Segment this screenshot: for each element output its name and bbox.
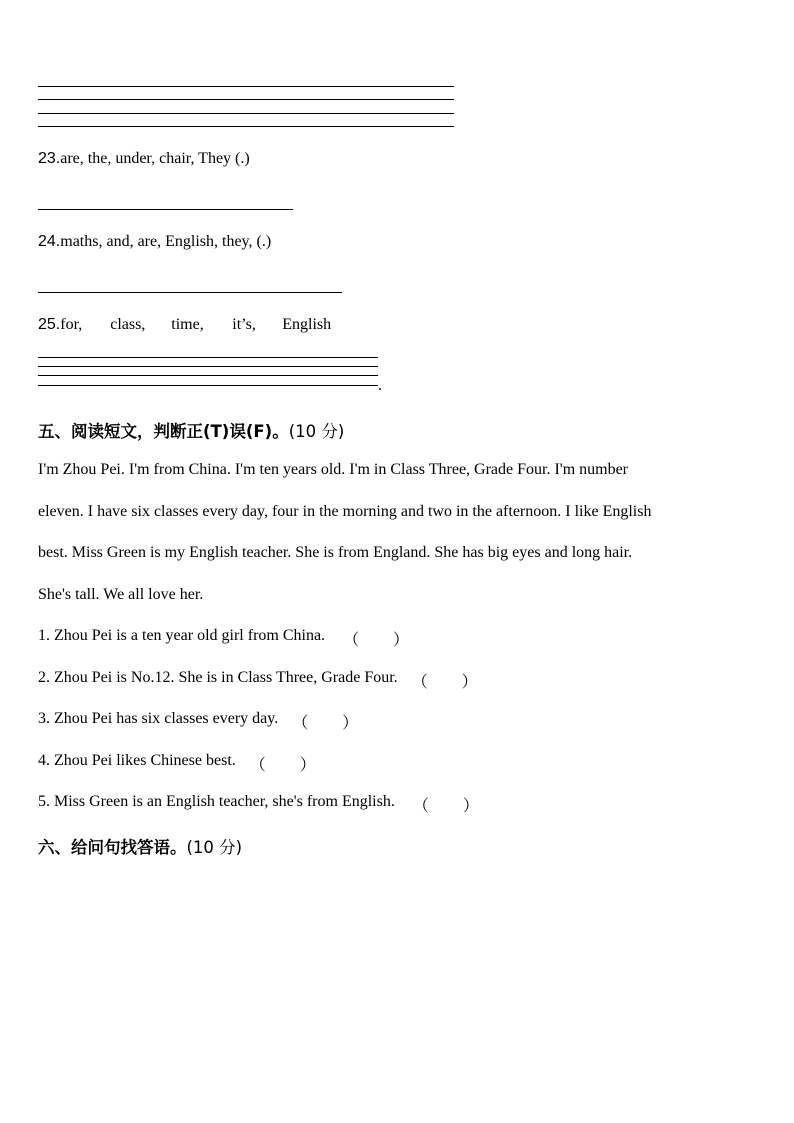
question-24 xyxy=(38,233,271,251)
section-title: 五、阅读短文，判断正(T)误(F)。 xyxy=(38,422,289,441)
word: English xyxy=(282,316,332,333)
answer-line xyxy=(38,86,454,87)
line-end-period: . xyxy=(378,377,382,394)
answer-line xyxy=(38,126,454,127)
passage-line: I'm Zhou Pei. I'm from China. I'm ten years old. I'm in Class Three, Grade Four. I'm number xyxy=(38,461,629,478)
question-text: are, the, under, chair, They (.) xyxy=(60,150,250,167)
tf-item xyxy=(38,793,479,815)
question-25 xyxy=(38,316,331,334)
tf-item xyxy=(38,627,410,649)
question-text: maths, and, are, English, they, (.) xyxy=(60,233,272,250)
tf-item xyxy=(38,710,359,732)
word: for, xyxy=(60,316,83,333)
answer-line[interactable] xyxy=(38,385,378,386)
question-number: 23. xyxy=(38,150,61,167)
word: time, xyxy=(171,316,204,333)
answer-line xyxy=(38,99,454,100)
tf-item-text: 3. Zhou Pei has six classes every day. xyxy=(38,710,279,727)
tf-item-text: 4. Zhou Pei likes Chinese best. xyxy=(38,752,236,769)
section-6-heading xyxy=(38,834,242,858)
answer-blank[interactable]: （ ） xyxy=(412,798,479,815)
answer-line[interactable] xyxy=(38,357,378,358)
tf-item xyxy=(38,752,316,774)
passage-line: She's tall. We all love her. xyxy=(38,586,204,603)
answer-line xyxy=(38,113,454,114)
answer-line[interactable] xyxy=(38,375,378,376)
answer-blank[interactable]: （ ） xyxy=(292,715,359,732)
question-number: 24. xyxy=(38,233,61,250)
question-number: 25. xyxy=(38,316,61,333)
section-5-heading xyxy=(38,418,344,442)
tf-item-text: 1. Zhou Pei is a ten year old girl from China. xyxy=(38,627,326,644)
passage-line: eleven. I have six classes every day, four in the morning and two in the afternoon. I like English xyxy=(38,503,652,520)
answer-blank[interactable]: （ ） xyxy=(411,674,478,691)
section-score: (10 分) xyxy=(288,422,345,441)
answer-line[interactable] xyxy=(38,366,378,367)
section-title: 六、给问句找答语。 xyxy=(38,838,187,857)
word: class, xyxy=(110,316,146,333)
answer-line[interactable] xyxy=(38,292,342,293)
tf-item xyxy=(38,669,478,691)
question-23 xyxy=(38,150,250,168)
section-score: (10 分) xyxy=(186,838,243,857)
answer-blank[interactable]: （ ） xyxy=(343,632,410,649)
answer-line[interactable] xyxy=(38,209,293,210)
passage-line: best. Miss Green is my English teacher. She is from England. She has big eyes and long hair. xyxy=(38,544,633,561)
answer-blank[interactable]: （ ） xyxy=(249,757,316,774)
word: it’s, xyxy=(232,316,256,333)
tf-item-text: 5. Miss Green is an English teacher, she's from English. xyxy=(38,793,395,810)
tf-item-text: 2. Zhou Pei is No.12. She is in Class Three, Grade Four. xyxy=(38,669,398,686)
